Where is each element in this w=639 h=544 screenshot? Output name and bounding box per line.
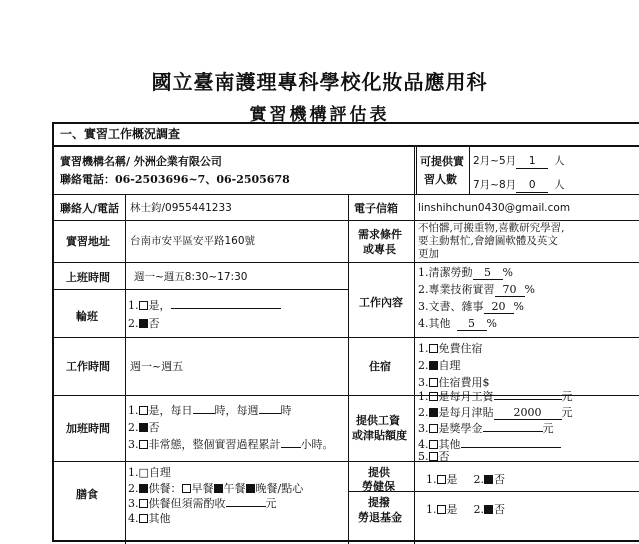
divider — [54, 145, 639, 147]
checkbox-checked[interactable] — [429, 408, 438, 417]
blank-line[interactable] — [281, 447, 301, 448]
labor-label: 提供 — [368, 466, 390, 479]
lodging-option[interactable] — [418, 359, 461, 372]
unit-label: 元 — [542, 422, 554, 435]
option-label: 午餐 — [223, 482, 246, 495]
amount-value[interactable] — [483, 431, 543, 432]
meals-option[interactable] — [128, 482, 303, 495]
unit-label: 人 — [554, 155, 565, 167]
option-label: 是每月津貼 — [438, 406, 494, 419]
divider — [414, 145, 415, 544]
percent-value[interactable]: 70 — [495, 283, 525, 297]
divider — [54, 461, 639, 462]
amount-value[interactable] — [494, 399, 562, 400]
capacity-value[interactable]: 1 — [516, 155, 548, 169]
divider — [54, 220, 639, 221]
option-label: 是獎學金 — [438, 422, 483, 435]
salary-option[interactable] — [418, 406, 573, 420]
address-label: 實習地址 — [66, 235, 110, 248]
contact-label: 聯絡人/電話 — [60, 202, 120, 215]
unit-label: % — [486, 317, 497, 330]
option-label: 住宿費用$ — [438, 376, 490, 389]
evaluation-form — [52, 122, 639, 542]
option-label: 否 — [438, 450, 450, 463]
requirement-line: 要主動幫忙,會繪圖軟體及英文 — [418, 235, 558, 247]
option-number: 1. — [418, 342, 429, 355]
overtime-option-no[interactable] — [128, 421, 160, 434]
option-number: 2. — [128, 317, 139, 330]
option-label: 時 — [280, 404, 292, 417]
document-title: 國立臺南護理專科學校化妝品應用科 — [151, 70, 488, 94]
option-number: 3. — [128, 438, 139, 451]
salary-option[interactable] — [418, 422, 554, 435]
meals-option[interactable] — [128, 512, 171, 525]
option-label: 自理 — [438, 359, 461, 372]
overtime-option-irregular[interactable] — [128, 438, 334, 451]
option-label: 是 — [446, 473, 458, 486]
checkbox[interactable] — [139, 406, 148, 415]
option-number: 1. — [426, 473, 437, 486]
unit-label: 元 — [561, 406, 573, 419]
overtime-option-yes[interactable] — [128, 404, 292, 417]
option-number: 1. — [128, 404, 139, 417]
option-number: 4. — [128, 512, 139, 525]
checkbox[interactable] — [429, 424, 438, 433]
option-label: 否 — [148, 421, 160, 434]
percent-value[interactable]: 5 — [457, 317, 487, 331]
pension-options[interactable] — [426, 503, 505, 516]
address-value[interactable]: 台南市安平區安平路160號 — [130, 235, 256, 247]
lodging-label: 住宿 — [369, 360, 391, 373]
blank-line[interactable] — [461, 447, 561, 448]
checkbox[interactable] — [429, 452, 438, 461]
checkbox[interactable] — [437, 475, 446, 484]
org-name: 實習機構名稱/ 外洲企業有限公司 — [60, 155, 222, 168]
lodging-option[interactable] — [418, 376, 490, 389]
contact-value[interactable]: 林士鈞/0955441233 — [130, 202, 232, 214]
shift-option-yes[interactable] — [128, 299, 281, 312]
checkbox-checked[interactable] — [246, 484, 255, 493]
work-item-label: 4.其他 — [418, 317, 451, 330]
workdays-value[interactable]: 週一~週五 — [130, 360, 184, 373]
blank-line[interactable] — [259, 413, 281, 414]
period-label: 7月~8月 — [473, 179, 517, 191]
work-item — [418, 317, 497, 331]
option-number: 3. — [128, 497, 139, 510]
checkbox[interactable] — [429, 378, 438, 387]
divider — [125, 194, 126, 544]
option-label: 免費住宿 — [438, 342, 483, 355]
option-number: 2. — [418, 359, 429, 372]
divider — [416, 145, 417, 194]
work-item-label: 3.文書、雜事 — [418, 300, 484, 313]
form-subtitle: 實習機構評估表 — [249, 105, 390, 125]
option-number: 1. — [418, 390, 429, 403]
unit-label: 元 — [265, 497, 277, 510]
meals-option[interactable]: 1.□自理 — [128, 466, 171, 479]
pension-label: 提撥 — [368, 496, 390, 509]
period-label: 2月~5月 — [473, 155, 517, 167]
overtime-label: 加班時間 — [66, 422, 110, 435]
labor-label: 勞健保 — [362, 480, 395, 493]
option-number: 2. — [128, 482, 139, 495]
email-value[interactable]: linshihchun0430@gmail.com — [418, 202, 571, 214]
work-item-label: 1.清潔勞動 — [418, 266, 473, 279]
checkbox-checked[interactable] — [139, 423, 148, 432]
option-label: 早餐 — [191, 482, 214, 495]
requirement-label: 需求條件 — [358, 228, 402, 241]
option-label: 否 — [494, 473, 505, 486]
workdays-label: 工作時間 — [66, 360, 110, 373]
shift-label: 輪班 — [76, 310, 98, 323]
percent-value[interactable]: 5 — [473, 266, 503, 280]
amount-value[interactable]: 2000 — [494, 406, 562, 420]
meals-option[interactable] — [128, 497, 277, 510]
labor-options[interactable] — [426, 473, 505, 486]
checkbox[interactable] — [429, 392, 438, 401]
option-number: 1. — [128, 299, 139, 312]
option-label: 是，每日 — [148, 404, 193, 417]
work-item — [418, 266, 513, 280]
percent-value[interactable]: 20 — [484, 300, 514, 314]
checkbox-checked[interactable] — [429, 361, 438, 370]
email-label: 電子信箱 — [354, 202, 398, 215]
unit-label: 人 — [554, 179, 565, 191]
divider — [54, 194, 639, 195]
work-label: 工作內容 — [359, 296, 403, 309]
checkbox[interactable] — [437, 505, 446, 514]
option-number: 3. — [418, 422, 429, 435]
divider — [469, 145, 470, 194]
salary-label: 或津貼額度 — [352, 429, 407, 442]
option-label: 是每月工資 — [438, 390, 494, 403]
option-number: 3. — [418, 376, 429, 389]
requirement-label: 或專長 — [363, 243, 396, 256]
option-label: 非常態，整個實習過程累計 — [148, 438, 281, 451]
work-item — [418, 300, 524, 314]
requirement-line: 更加 — [418, 248, 439, 260]
option-label: 供餐： — [148, 482, 182, 495]
capacity-value[interactable]: 0 — [516, 179, 548, 193]
checkbox-checked[interactable] — [139, 319, 148, 328]
section-heading: 一、實習工作概況調查 — [60, 127, 181, 141]
capacity-period-1 — [473, 155, 565, 169]
capacity-label: 習人數 — [424, 173, 457, 186]
unit-label: % — [524, 283, 535, 296]
checkbox[interactable] — [139, 440, 148, 449]
requirement-line: 不怕髒,可搬重物,喜歡研究學習, — [418, 222, 565, 234]
capacity-period-2 — [473, 179, 565, 193]
work-item — [418, 283, 535, 297]
unit-label: % — [513, 300, 524, 313]
org-phone: 聯絡電話：06-2503696~7、06-2505678 — [60, 173, 290, 186]
shift-option-no[interactable] — [128, 317, 160, 330]
checkbox[interactable] — [139, 514, 148, 523]
unit-label: % — [502, 266, 513, 279]
option-number: 4. — [418, 438, 429, 451]
hours-label: 上班時間 — [66, 271, 110, 284]
checkbox[interactable] — [139, 499, 148, 508]
option-label: 是 — [446, 503, 458, 516]
divider — [54, 262, 639, 263]
blank-line[interactable] — [226, 506, 266, 507]
option-number: 1. — [426, 503, 437, 516]
option-label: 否 — [148, 317, 160, 330]
work-item-label: 2.專業技術實習 — [418, 283, 495, 296]
checkbox[interactable] — [429, 440, 438, 449]
salary-label: 提供工資 — [356, 414, 400, 427]
option-label: 是， — [148, 299, 171, 312]
hours-value[interactable]: 週一~週五8:30~17:30 — [134, 271, 248, 283]
checkbox[interactable] — [139, 301, 148, 310]
divider — [54, 337, 639, 338]
salary-option[interactable] — [418, 450, 450, 463]
option-number: 2. — [473, 503, 484, 516]
lodging-option[interactable] — [418, 342, 483, 355]
option-label: 供餐但須需酌收 — [148, 497, 226, 510]
divider — [54, 289, 348, 290]
checkbox-checked[interactable] — [214, 484, 223, 493]
checkbox-checked[interactable] — [484, 475, 493, 484]
option-number: 2. — [128, 421, 139, 434]
unit-label: 元 — [561, 390, 573, 403]
blank-line[interactable] — [171, 308, 281, 309]
blank-line[interactable] — [193, 413, 215, 414]
salary-option[interactable] — [418, 390, 573, 403]
option-label: 否 — [494, 503, 505, 516]
pension-label: 勞退基金 — [358, 511, 402, 524]
checkbox-checked[interactable] — [139, 484, 148, 493]
option-label: 小時。 — [300, 438, 334, 451]
option-number: 2. — [473, 473, 484, 486]
option-number: 2. — [418, 406, 429, 419]
option-label: 其他 — [438, 438, 461, 451]
option-label: 時，每週 — [214, 404, 259, 417]
checkbox[interactable] — [429, 344, 438, 353]
checkbox-checked[interactable] — [484, 505, 493, 514]
capacity-label: 可提供實 — [420, 155, 464, 168]
divider — [348, 194, 349, 544]
meals-label: 膳食 — [76, 488, 98, 501]
option-number: 5. — [418, 450, 429, 463]
checkbox[interactable] — [182, 484, 191, 493]
option-label: 晚餐/點心 — [255, 482, 304, 495]
option-label: 其他 — [148, 512, 171, 525]
